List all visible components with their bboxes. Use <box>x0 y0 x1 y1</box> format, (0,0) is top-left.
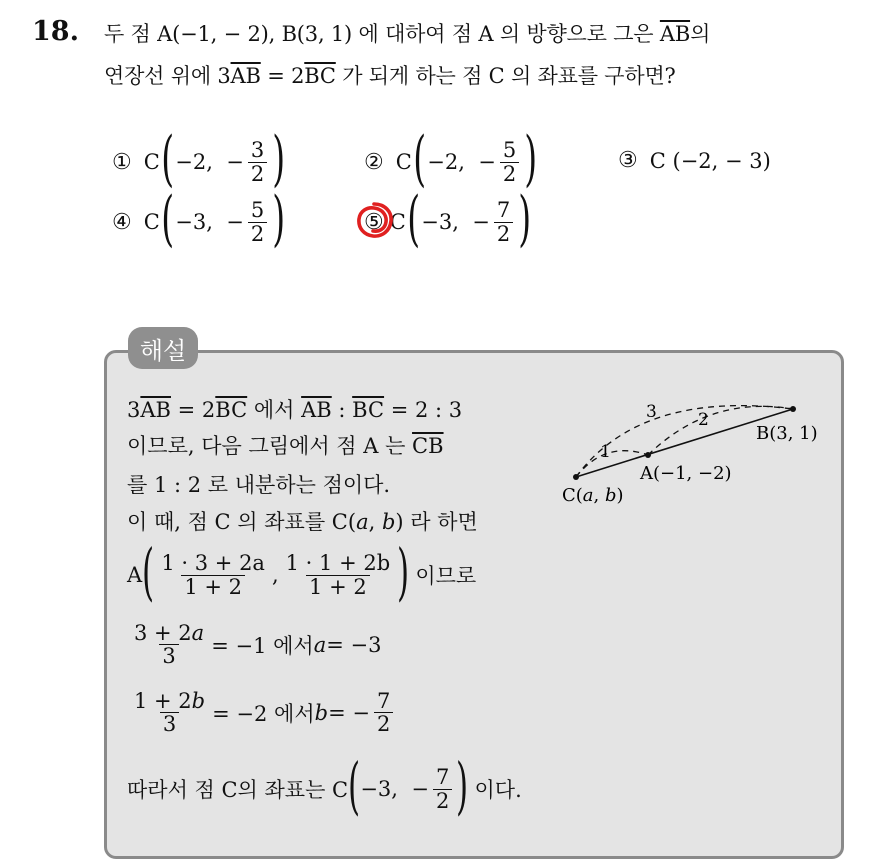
choice-4[interactable]: ④ C ( −3, − $\frac{5}{2}$ ) <box>112 184 286 254</box>
solution-line-4: 이 때, 점 C 의 좌표를 C(a, b) 라 하면 <box>127 510 478 534</box>
solution-line-1: $3\overline{AB} = 2\overline{BC}$ 에서 $\overline{AB}$ : $\overline{BC} = 2$ : 3 <box>127 398 463 422</box>
choice-5[interactable]: ⑤ C ( −3, − $\frac{7}{2}$ ) <box>364 184 532 254</box>
label-a: A(−1, −2) <box>640 463 732 484</box>
fraction: $\frac{5}{2}$ <box>500 139 519 184</box>
solution-line-3: 를 1 : 2 로 내분하는 점이다. <box>127 473 391 497</box>
point-b <box>790 406 796 412</box>
question-line-2: 연장선 위에 $3\overline{AB} = 2\overline{BC}$ 가 되게 하는 점 C 의 좌표를 구하면? <box>104 64 676 88</box>
answer-circle-mark <box>352 198 396 242</box>
arc-label-1: 1 <box>600 442 611 462</box>
label-c: C(a, b) <box>562 485 624 506</box>
arc-label-3: 3 <box>646 402 657 422</box>
fraction: $\frac{7}{2}$ <box>494 199 513 244</box>
choice-2[interactable]: ② C ( −2, − $\frac{5}{2}$ ) <box>364 124 538 194</box>
solution-line-6: $\frac{3 + 2a}{3}$ = −1 에서 a = −3 <box>134 621 382 669</box>
fraction: $\frac{3}{2}$ <box>248 139 267 184</box>
solution-line-8: 따라서 점 C의 좌표는 C ( −3, − $\frac{7}{2}$ ) 이다. <box>127 749 522 822</box>
label-b: B(3, 1) <box>756 423 818 444</box>
segment-ab: $\overline{AB}$ <box>659 22 691 46</box>
point-a <box>645 452 651 458</box>
point-c <box>573 474 579 480</box>
solution-line-7: $\frac{1 + 2b}{3}$ = −2 에서 b = − $\frac{7}{2}$ <box>127 690 397 735</box>
choice-3[interactable]: ③ C (−2, − 3) <box>618 148 771 173</box>
internal-division-diagram <box>560 395 840 510</box>
arc-label-2: 2 <box>698 410 709 430</box>
choice-1[interactable]: ① C ( −2, − $\frac{3}{2}$ ) <box>112 124 286 194</box>
solution-badge: 해설 <box>128 327 198 369</box>
question-line-1: 두 점 A(−1, − 2), B(3, 1) 에 대하여 점 A 의 방향으로 그은 $\overline{AB}$의 <box>104 22 711 46</box>
solution-line-2: 이므로, 다음 그림에서 점 A 는 $\overline{CB}$ <box>127 434 444 458</box>
fraction: $\frac{5}{2}$ <box>248 199 267 244</box>
solution-line-5: A ( $\frac{1 \cdot 3 + 2a}{1 + 2}$ , $\frac{1 \cdot 1 + 2b}{1 + 2}$ ) 이므로 <box>127 535 477 608</box>
question-number: 18. <box>32 16 79 47</box>
